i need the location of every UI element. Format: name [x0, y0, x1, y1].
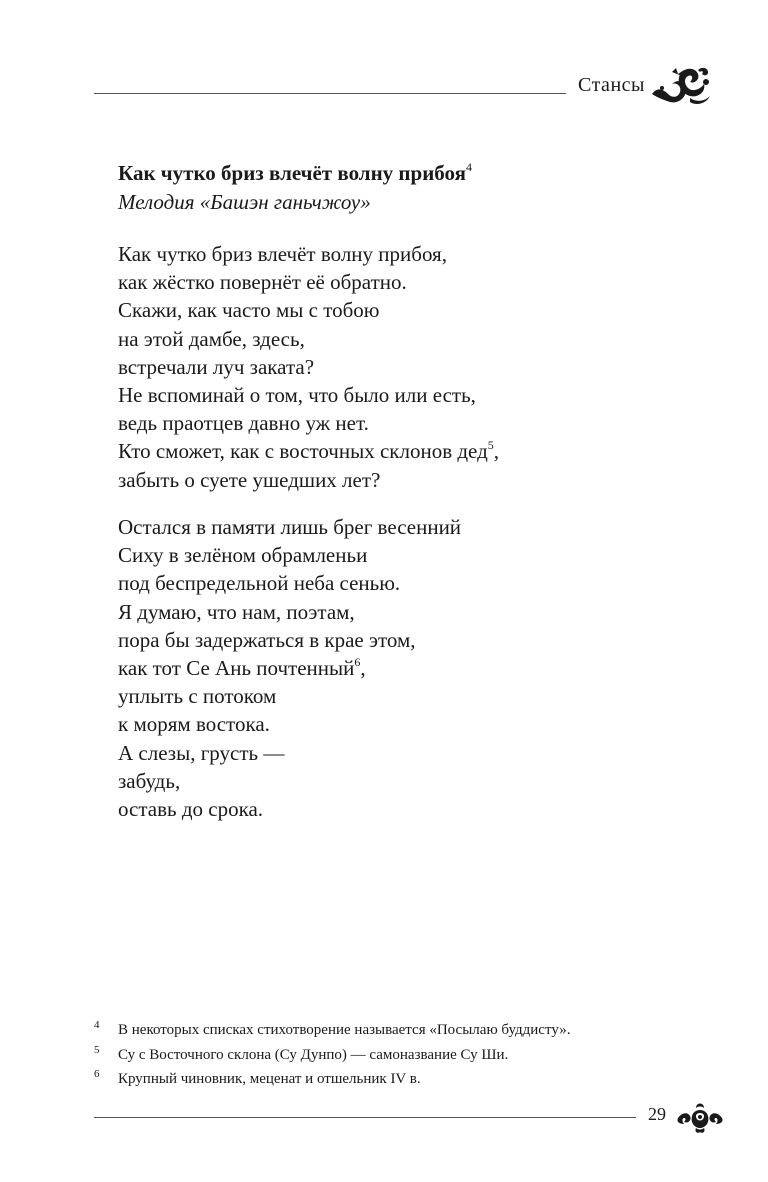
poem-line-text: уплыть с потоком	[118, 684, 277, 709]
running-header: Стансы	[578, 74, 645, 96]
poem-line	[118, 466, 499, 494]
poem-line-text: на этой дамбе, здесь,	[118, 326, 305, 351]
poem-line-text: встречали луч заката?	[118, 354, 315, 379]
line-punctuation: ,	[360, 655, 366, 680]
footnote-number: 5	[94, 1043, 100, 1056]
poem-line-text: ведь праотцев давно уж нет.	[118, 411, 369, 436]
poem-line	[118, 767, 461, 795]
footnote-ref: 4	[466, 160, 472, 174]
poem-line	[118, 541, 461, 569]
poem-line	[118, 654, 461, 682]
poem-line-text: под беспредельной неба сенью.	[118, 571, 401, 596]
poem-line	[118, 598, 461, 626]
poem-line-text: Я думаю, что нам, поэтам,	[118, 599, 355, 624]
poem-line	[118, 409, 499, 437]
poem-line-text: Не вспоминай о том, что было или есть,	[118, 382, 476, 407]
line-punctuation: ,	[493, 439, 500, 464]
poem-line	[118, 682, 461, 710]
footer-rule	[94, 1117, 636, 1118]
poem-title-text: Как чутко бриз влечёт волну прибоя	[118, 161, 466, 185]
footnote-text: В некоторых списках стихотворение называется «Посылаю буддисту».	[118, 1022, 571, 1038]
poem-line-text: А слезы, грусть —	[118, 740, 285, 765]
floral-ornament-icon	[676, 1100, 724, 1134]
poem-line	[118, 437, 499, 465]
footnote-number: 4	[94, 1019, 100, 1031]
poem-line	[118, 296, 499, 324]
page-number: 29	[648, 1104, 666, 1124]
poem-line	[118, 268, 499, 296]
poem-line	[118, 795, 461, 823]
stanza-2	[118, 513, 461, 823]
poem-line	[118, 381, 499, 409]
poem-line	[118, 710, 461, 738]
footnote-number: 6	[94, 1068, 100, 1080]
poem-line-text: оставь до срока.	[118, 796, 264, 821]
poem-line	[118, 739, 461, 767]
footnote-ref: 6	[354, 654, 361, 669]
poem-line	[118, 240, 499, 268]
footnote-text: Крупный чиновник, меценат и отшельник IV в.	[118, 1071, 421, 1087]
stanza-1	[118, 240, 499, 494]
header-rule	[94, 93, 566, 94]
poem-title	[118, 160, 472, 186]
poem-line	[118, 513, 461, 541]
poem-line-text: Скажи, как часто мы с тобою	[118, 298, 380, 323]
poem-line-text: пора бы задержаться в крае этом,	[118, 627, 416, 652]
poem-line-text: Остался в памяти лишь брег весенний	[118, 515, 462, 539]
poem-line-text: Кто сможет, как с восточных склонов дед	[118, 439, 488, 464]
poem-line-text: как тот Се Ань почтенный	[118, 655, 355, 680]
poem-line-text: к морям востока.	[118, 712, 270, 737]
dragon-ornament-icon	[650, 64, 712, 106]
poem-subtitle: Мелодия «Башэн ганьчжоу»	[118, 190, 371, 214]
poem-line-text: Как чутко бриз влечёт волну прибоя,	[118, 242, 447, 266]
poem-line-text: Сиху в зелёном обрамленьи	[118, 543, 368, 568]
poem-line-text: забудь,	[118, 768, 181, 793]
footnote-ref: 5	[487, 438, 494, 453]
poem-line	[118, 325, 499, 353]
poem-line	[118, 353, 499, 381]
poem-line	[118, 626, 461, 654]
poem-line-text: как жёстко повернёт её обратно.	[118, 270, 407, 295]
poem-line-text: забыть о суете ушедших лет?	[118, 467, 381, 492]
footnote-text: Су с Восточного склона (Су Дунпо) — самоназвание Су Ши.	[118, 1046, 509, 1063]
poem-line	[118, 569, 461, 597]
